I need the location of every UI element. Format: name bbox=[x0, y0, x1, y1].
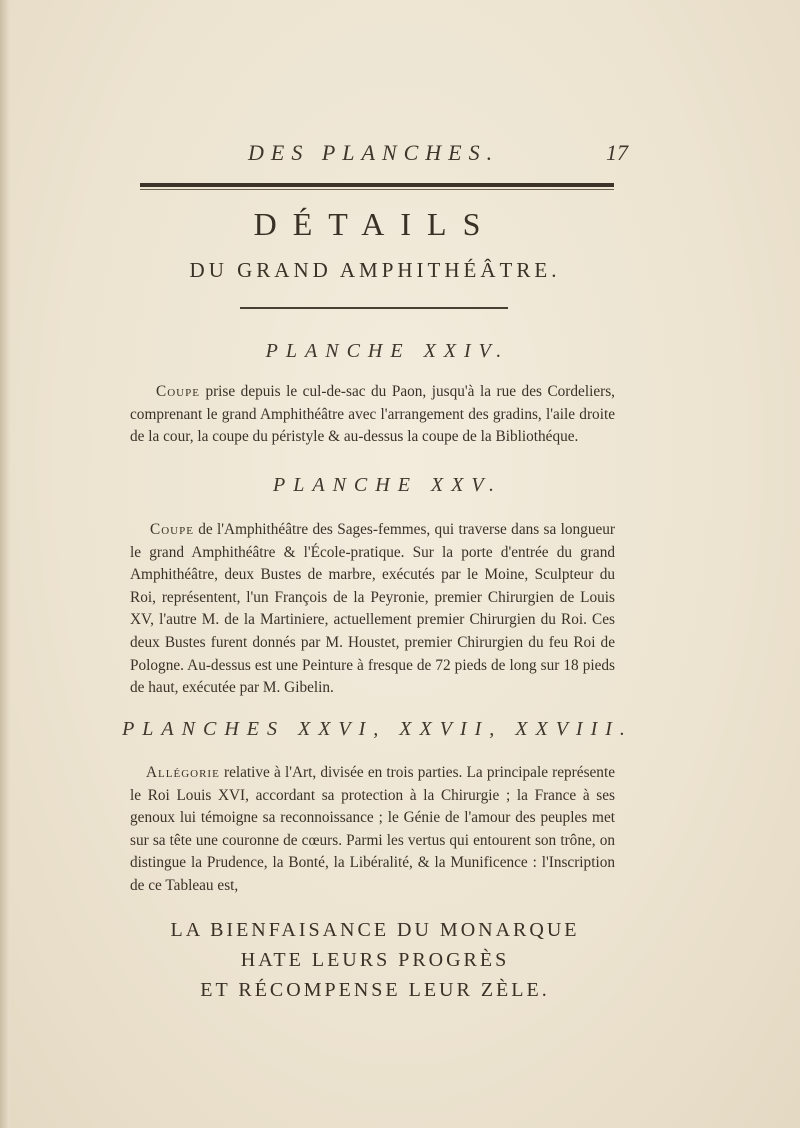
paragraph-text: prise depuis le cul-de-sac du Paon, jusqu'à la rue des Cordeliers, comprenant le grand Amphithéâtre avec l'arrangement des gradins, l'aile droite de la cour, la coupe du péristyle & au-dessus la coupe de la Bibliothéque. bbox=[130, 383, 615, 446]
paragraph-text: de l'Amphithéâtre des Sages-femmes, qui traverse dans sa longueur le grand Amphithéâtre & l'École-pratique. Sur la porte d'entrée du grand Amphithéâtre, deux Bustes de marbre, exécutés par le Moine, Sculpteur du Roi, représentent, l'un François de la Peyronie, premier Chirurgien de Louis XV, l'autre M. de la Martiniere, actuellement premier Chirurgien du Roi. Ces deux Bustes furent donnés par M. Houstet, premier Chirurgien du feu Roi de Pologne. Au-dessus est une Peinture à fresque de 72 pieds de long sur 18 pieds de haut, exécutée par M. Gibelin. bbox=[130, 521, 615, 697]
section-paragraph bbox=[130, 762, 615, 898]
page-gutter bbox=[0, 0, 10, 1128]
header-rule bbox=[140, 183, 614, 187]
lead-word: Coupe bbox=[150, 521, 194, 538]
lead-word: Coupe bbox=[156, 383, 200, 400]
header-rule-hairline bbox=[140, 189, 614, 190]
title-rule bbox=[240, 307, 508, 309]
section-paragraph bbox=[130, 519, 615, 700]
lead-word: Allégorie bbox=[146, 764, 220, 781]
section-paragraph bbox=[130, 381, 615, 449]
page-title: DÉTAILS bbox=[253, 206, 497, 242]
motto-line: ET RÉCOMPENSE LEUR ZÈLE. bbox=[200, 979, 550, 1001]
page-number: 17 bbox=[606, 140, 628, 165]
running-head bbox=[248, 140, 628, 166]
page-subtitle: DU GRAND AMPHITHÉÂTRE. bbox=[189, 258, 561, 282]
section-heading: PLANCHE XXIV. bbox=[265, 340, 510, 362]
running-title: DES PLANCHES. bbox=[248, 140, 500, 165]
section-heading: PLANCHE XXV. bbox=[273, 474, 502, 496]
motto-line: HATE LEURS PROGRÈS bbox=[240, 949, 510, 971]
paragraph-text: relative à l'Art, divisée en trois parties. La principale représente le Roi Louis XVI, accordant sa protection à la Chirurgie ; la France à ses genoux lui témoigne sa reconnoissance ; le Génie de l'amour des peuples met sur sa tête une couronne de cœurs. Parmi les vertus qui entourent son trône, on distingue la Prudence, la Bonté, la Libéralité, & la Munificence : l'Inscription de ce Tableau est, bbox=[130, 764, 615, 894]
section-heading: PLANCHES XXVI, XXVII, XXVIII. bbox=[122, 718, 633, 740]
motto bbox=[130, 915, 620, 1005]
motto-line: LA BIENFAISANCE DU MONARQUE bbox=[170, 919, 580, 941]
